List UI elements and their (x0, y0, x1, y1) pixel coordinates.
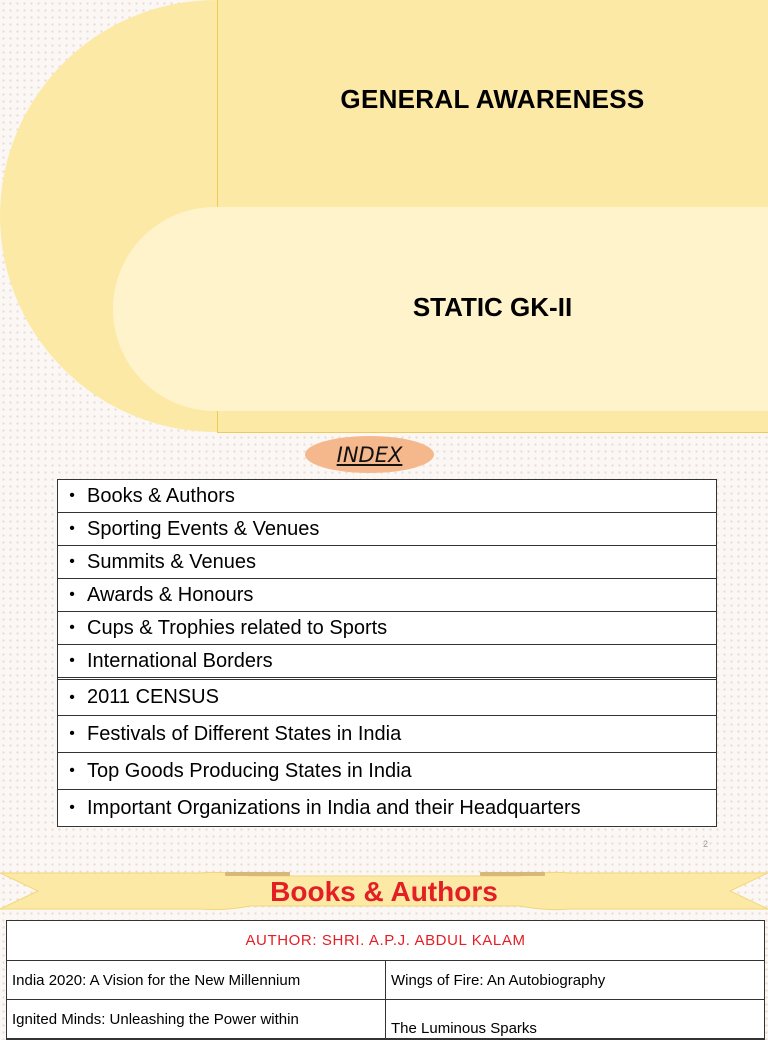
section-heading: Books & Authors (270, 876, 498, 907)
bullet-icon: • (69, 619, 75, 636)
bullet-icon: • (69, 586, 75, 603)
index-item-label: Summits & Venues (87, 550, 256, 573)
index-item (58, 480, 716, 513)
index-item (58, 513, 716, 546)
index-item (58, 579, 716, 612)
index-item-label: Top Goods Producing States in India (87, 759, 412, 782)
index-item (58, 753, 716, 790)
bullet-icon: • (69, 652, 75, 669)
index-item-label: Festivals of Different States in India (87, 722, 402, 745)
authors-table (6, 920, 765, 1040)
author-header: AUTHOR: SHRI. A.P.J. ABDUL KALAM (7, 921, 764, 961)
book-cell: Ignited Minds: Unleashing the Power within (12, 1010, 299, 1028)
index-item-label: Awards & Honours (87, 583, 254, 606)
table-row (7, 1000, 764, 1039)
index-item-label: Cups & Trophies related to Sports (87, 616, 388, 639)
index-item-label: International Borders (87, 649, 273, 672)
book-cell: India 2020: A Vision for the New Millennium (12, 971, 301, 989)
bullet-icon: • (69, 520, 75, 537)
page-number: 2 (703, 839, 709, 849)
index-item-label: Sporting Events & Venues (87, 517, 320, 540)
slide-subtitle: STATIC GK-II (412, 292, 573, 322)
bullet-icon: • (69, 553, 75, 570)
index-item-label: Books & Authors (87, 484, 235, 507)
index-item (58, 546, 716, 579)
bullet-icon: • (69, 799, 75, 816)
index-item (58, 645, 716, 680)
index-item-label: 2011 CENSUS (87, 686, 219, 708)
index-item (58, 716, 716, 753)
slide-title: GENERAL AWARENESS (340, 84, 645, 114)
index-item (58, 612, 716, 645)
index-badge (305, 436, 434, 473)
index-item (58, 790, 716, 826)
bullet-icon: • (69, 725, 75, 742)
index-heading: INDEX (336, 442, 403, 467)
book-cell: Wings of Fire: An Autobiography (385, 961, 763, 999)
bullet-icon: • (69, 487, 75, 504)
bullet-icon: • (69, 762, 75, 779)
index-item-label: Important Organizations in India and their Headquarters (87, 796, 581, 819)
index-table (57, 479, 717, 827)
table-row (7, 961, 764, 1000)
bullet-icon: • (69, 688, 75, 706)
index-item (58, 680, 716, 716)
book-cell: The Luminous Sparks (385, 1000, 763, 1038)
title-slide (0, 0, 768, 435)
